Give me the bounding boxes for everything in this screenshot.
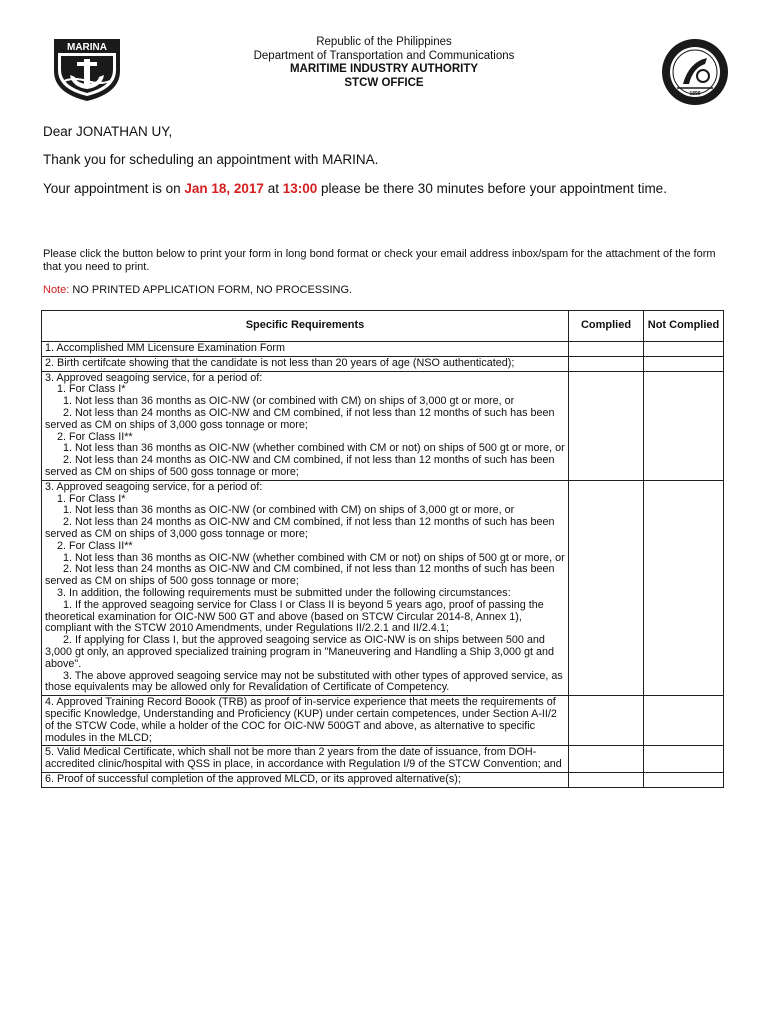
complied-cell[interactable] bbox=[569, 356, 644, 371]
department-line: Department of Transportation and Communications bbox=[253, 49, 515, 62]
header-not-complied: Not Complied bbox=[644, 311, 724, 342]
not-complied-cell[interactable] bbox=[644, 356, 724, 371]
salutation: Dear JONATHAN UY, bbox=[43, 124, 173, 139]
appointment-prefix: Your appointment is on bbox=[43, 181, 185, 196]
thanks-line: Thank you for scheduling an appointment with MARINA. bbox=[43, 152, 379, 167]
requirement-cell: 1. Accomplished MM Licensure Examination Form bbox=[42, 342, 569, 357]
table-row bbox=[42, 696, 724, 746]
requirement-cell: 2. Birth certifcate showing that the candidate is not less than 20 years of age (NSO authenticated); bbox=[42, 356, 569, 371]
not-complied-cell[interactable] bbox=[644, 480, 724, 695]
table-row bbox=[42, 371, 724, 480]
department-seal bbox=[661, 38, 729, 106]
not-complied-cell[interactable] bbox=[644, 371, 724, 480]
header-specific-requirements: Specific Requirements bbox=[42, 311, 569, 342]
table-row bbox=[42, 342, 724, 357]
not-complied-cell[interactable] bbox=[644, 746, 724, 773]
table-row bbox=[42, 772, 724, 787]
seal-year: 1899 bbox=[689, 91, 701, 97]
not-complied-cell[interactable] bbox=[644, 696, 724, 746]
note-label: Note: bbox=[43, 284, 70, 296]
note-text: NO PRINTED APPLICATION FORM, NO PROCESSING. bbox=[69, 284, 353, 296]
appointment-text bbox=[43, 181, 743, 197]
requirement-cell: 4. Approved Training Record Boook (TRB) as proof of in-service experience that meets the requirements of specific Knowledge, Understanding and Proficiency (KUP) under certain competences, under Section A-II/2 of the STCW Code, while a holder of the COC for OIC-NW 500GT and above, as alternative to specific modules in the MLCD; bbox=[42, 696, 569, 746]
letterhead bbox=[0, 36, 768, 90]
table-row bbox=[42, 480, 724, 695]
complied-cell[interactable] bbox=[569, 371, 644, 480]
republic-line: Republic of the Philippines bbox=[316, 36, 452, 48]
requirement-cell: 5. Valid Medical Certificate, which shall not be more than 2 years from the date of issuance, from DOH-accredited clinic/hospital with QSS in place, in accordance with Regulation I/9 of the STCW Convention; and bbox=[42, 746, 569, 773]
not-complied-cell[interactable] bbox=[644, 772, 724, 787]
header-complied: Complied bbox=[569, 311, 644, 342]
table-header-row bbox=[42, 311, 724, 342]
note bbox=[43, 284, 352, 296]
not-complied-cell[interactable] bbox=[644, 342, 724, 357]
requirement-cell: 6. Proof of successful completion of the approved MLCD, or its approved alternative(s); bbox=[42, 772, 569, 787]
authority-line: MARITIME INDUSTRY AUTHORITY bbox=[289, 63, 479, 75]
requirements-table bbox=[41, 310, 724, 788]
complied-cell[interactable] bbox=[569, 772, 644, 787]
appointment-time: 13:00 bbox=[282, 181, 318, 196]
table-row bbox=[42, 746, 724, 773]
appointment-date: Jan 18, 2017 bbox=[184, 181, 264, 196]
complied-cell[interactable] bbox=[569, 746, 644, 773]
complied-cell[interactable] bbox=[569, 696, 644, 746]
appointment-suffix: please be there 30 minutes before your appointment time. bbox=[317, 181, 667, 196]
appointment-at: at bbox=[263, 181, 283, 196]
requirement-cell: 3. Approved seagoing service, for a period of: 1. For Class I* 1. Not less than 36 months as OIC-NW (or combined with CM) on ships of 3,000 gt or more, or 2. Not less than 24 months as OIC-NW and CM combined, if not less than 12 months of such has been served as CM on ships of 3,000 goss tonnage or more; 2. For Class II** 1. Not less than 36 months as OIC-NW (whether combined with CM or not) on ships of 500 gt or more, or 2. Not less than 24 months as OIC-NW and CM combined, if not less than 12 months of such has been served as CM on ships of 500 goss tonnage or more; bbox=[42, 371, 569, 480]
complied-cell[interactable] bbox=[569, 342, 644, 357]
office-line: STCW OFFICE bbox=[344, 76, 424, 89]
complied-cell[interactable] bbox=[569, 480, 644, 695]
table-row bbox=[42, 356, 724, 371]
requirement-cell: 3. Approved seagoing service, for a period of: 1. For Class I* 1. Not less than 36 months as OIC-NW (or combined with CM) on ships of 3,000 gt or more, or 2. Not less than 24 months as OIC-NW and CM combined, if not less than 12 months of such has been served as CM on ships of 3,000 goss tonnage or more; 2. For Class II** 1. Not less than 36 months as OIC-NW (whether combined with CM or not) on ships of 500 gt or more, or 2. Not less than 24 months as OIC-NW and CM combined, if not less than 12 months of such has been served as CM on ships of 500 goss tonnage or more; 3. In addition, the following requirements must be submitted under the following circumstances: 1. If the approved seagoing service for Class I or Class II is beyond 5 years ago, proof of passing the theoretical examination for OIC-NW 500 GT and above (based on STCW Circular 2014-8, Annex 1), compliant with the STCW 2010 Amendments, under Regulations II/2.2.1 and II/2.4.1; 2. If applying for Class I, but the approved seagoing service as OIC-NW is on ships between 500 and 3,000 gt only, an approved specialized training program in "Maneuvering and Handling a Ship 3,000 gt and above". 3. The above approved seagoing service may not be substituted with other types of approved service, as those equivalents may be allowed only for Revalidation of Certificate of Competency. bbox=[42, 480, 569, 695]
marina-logo-text: MARINA bbox=[67, 42, 107, 53]
print-instructions: Please click the button below to print your form in long bond format or check your email address inbox/spam for the attachment of the form that you need to print. bbox=[43, 248, 716, 273]
